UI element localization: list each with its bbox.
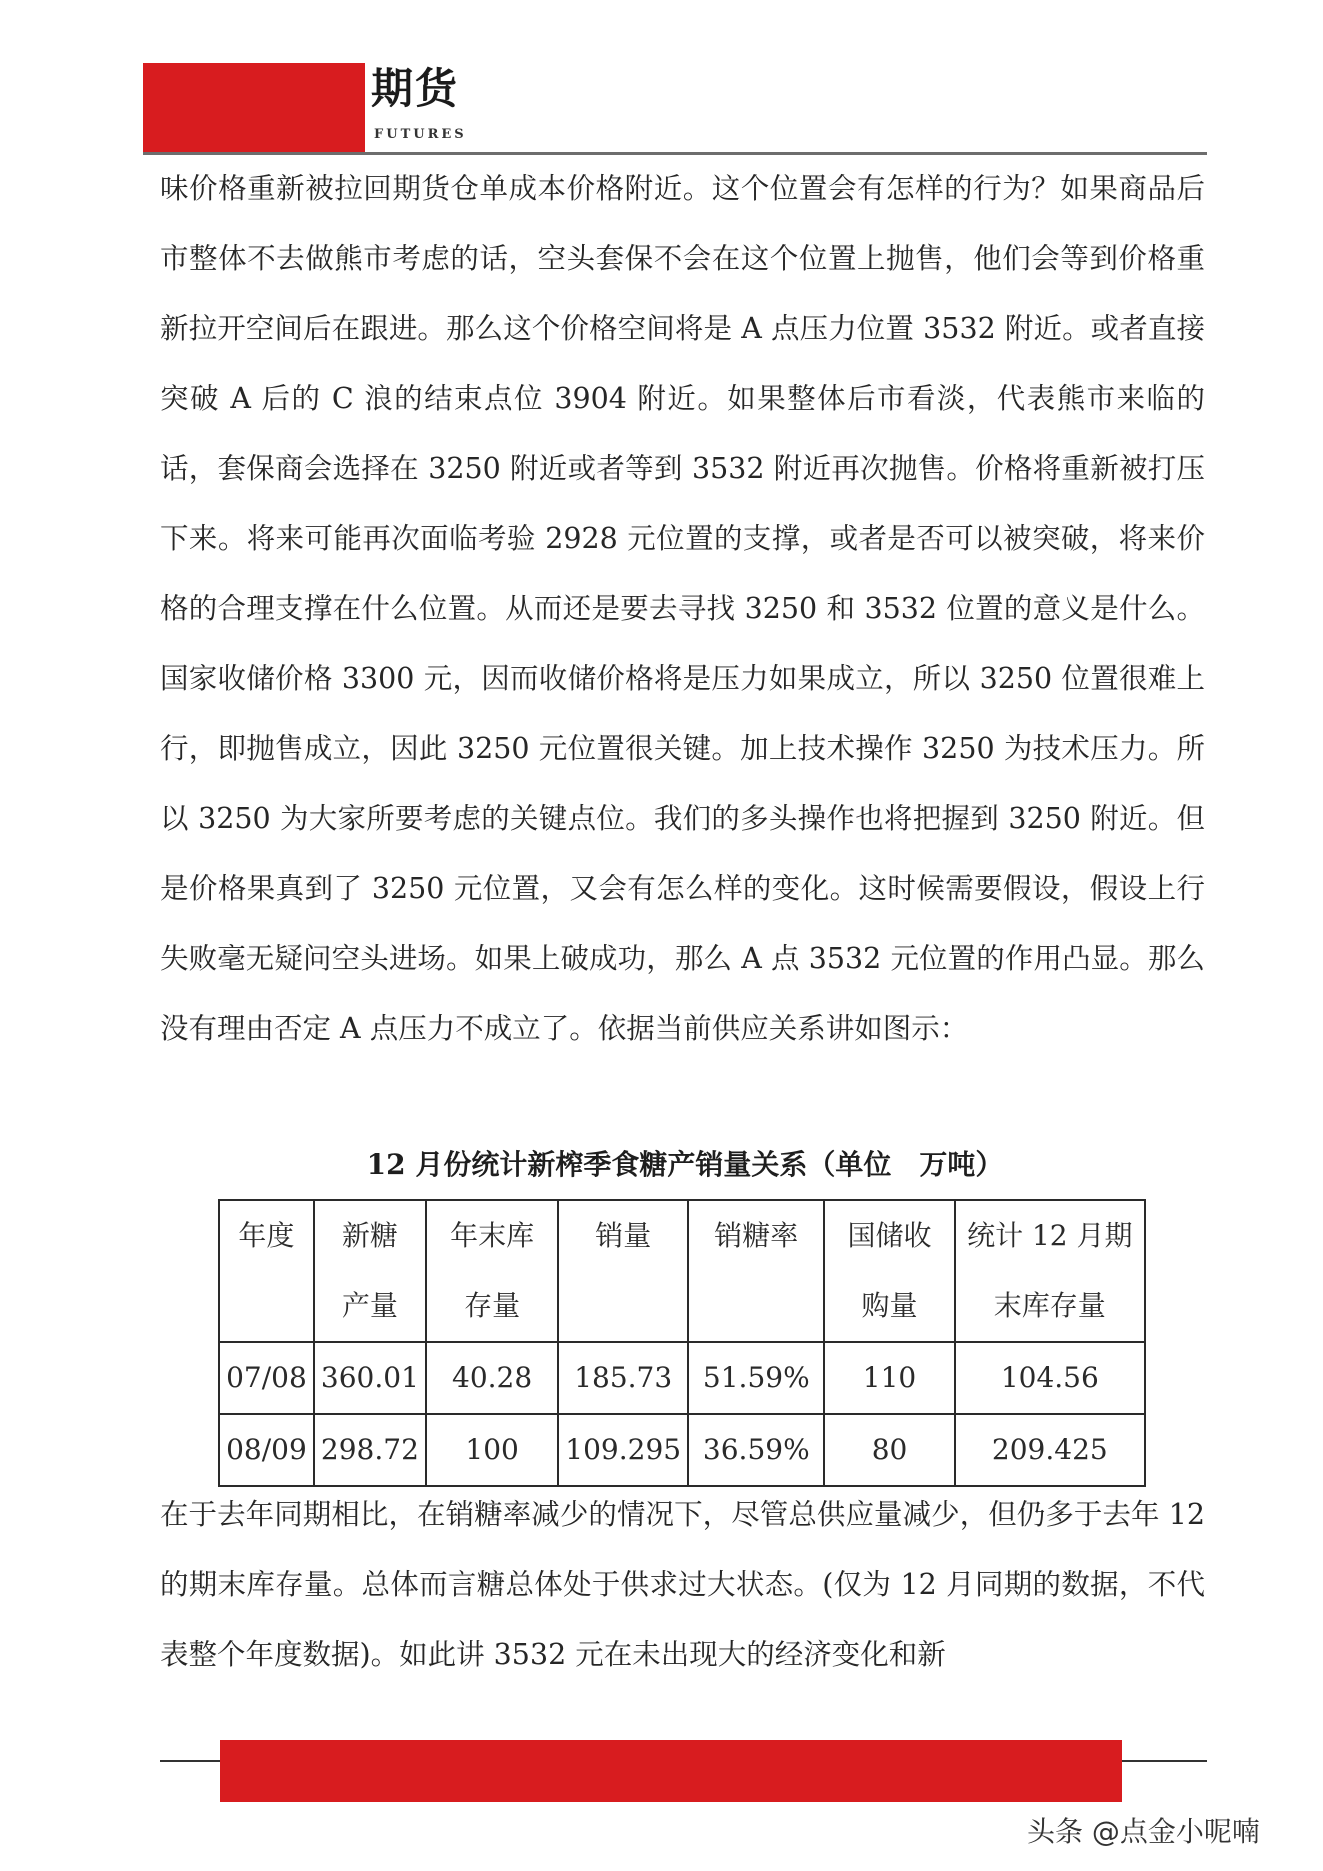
paragraph: 在于去年同期相比，在销糖率减少的情况下，尽管总供应量减少，但仍多于去年 12 的期末库存量。总体而言糖总体处于供求过大状态。(仅为 12 月同期的数据，不代表整个年度数据)。如此讲 3532 元在未出现大的经济变化和新 <box>160 1498 1205 1671</box>
table-cell: 360.01 <box>314 1342 426 1414</box>
table-cell: 185.73 <box>558 1342 688 1414</box>
header-title: 期货 <box>371 64 460 113</box>
body-text-top <box>160 154 1205 1064</box>
table-cell: 100 <box>426 1414 558 1486</box>
sugar-stats-table <box>218 1199 1146 1487</box>
table-cell: 08/09 <box>219 1414 314 1486</box>
table-cell: 40.28 <box>426 1342 558 1414</box>
watermark-text: 头条 @点金小呢喃 <box>1027 1815 1260 1848</box>
header-cell-year: 年度 <box>219 1200 314 1342</box>
header-cell-new-sugar-output: 新糖 产量 <box>314 1200 426 1342</box>
header-subtitle: FUTURES <box>374 127 467 142</box>
header-red-block <box>143 63 365 152</box>
body-text-bottom <box>160 1480 1205 1690</box>
table-cell: 109.295 <box>558 1414 688 1486</box>
header-cell-sales: 销量 <box>558 1200 688 1342</box>
header-cell-sales-rate: 销糖率 <box>688 1200 824 1342</box>
header-cell-year-end-stock: 年末库 存量 <box>426 1200 558 1342</box>
header-cell-state-reserve: 国储收 购量 <box>824 1200 954 1342</box>
table-cell: 209.425 <box>955 1414 1145 1486</box>
table-header-row <box>219 1200 1145 1342</box>
table-cell: 110 <box>824 1342 954 1414</box>
table-caption: 12 月份统计新榨季食糖产销量关系（单位 万吨） <box>366 1148 1004 1181</box>
table-cell: 36.59% <box>688 1414 824 1486</box>
header-cell-dec-end-stock: 统计 12 月期 末库存量 <box>955 1200 1145 1342</box>
paragraph: 味价格重新被拉回期货仓单成本价格附近。这个位置会有怎样的行为？如果商品后市整体不去做熊市考虑的话，空头套保不会在这个位置上抛售，他们会等到价格重新拉开空间后在跟进。那么这个价格空间将是 A 点压力位置 3532 附近。或者直接突破 A 后的 C 浪的结束点位 3904 附近。如果整体后市看淡，代表熊市来临的话，套保商会选择在 3250 附近或者等到 3532 附近再次抛售。价格将重新被打压下来。将来可能再次面临考验 2928 元位置的支撑，或者是否可以被突破，将来价格的合理支撑在什么位置。从而还是要去寻找 3250 和 3532 位置的意义是什么。国家收储价格 3300 元，因而收储价格将是压力如果成立，所以 3250 位置很难上行，即抛售成立，因此 3250 元位置很关键。加上技术操作 3250 为技术压力。所以 3250 为大家所要考虑的关键点位。我们的多头操作也将把握到 3250 附近。但是价格果真到了 3250 元位置，又会有怎么样的变化。这时候需要假设，假设上行失败毫无疑问空头进场。如果上破成功，那么 A 点 3532 元位置的作用凸显。那么没有理由否定 A 点压力不成立了。依据当前供应关系讲如图示： <box>160 172 1205 1045</box>
table-cell: 298.72 <box>314 1414 426 1486</box>
table-cell: 104.56 <box>955 1342 1145 1414</box>
table-cell: 07/08 <box>219 1342 314 1414</box>
table-row <box>219 1414 1145 1486</box>
table-cell: 80 <box>824 1414 954 1486</box>
table-cell: 51.59% <box>688 1342 824 1414</box>
table-row <box>219 1342 1145 1414</box>
footer-red-block <box>220 1740 1122 1802</box>
